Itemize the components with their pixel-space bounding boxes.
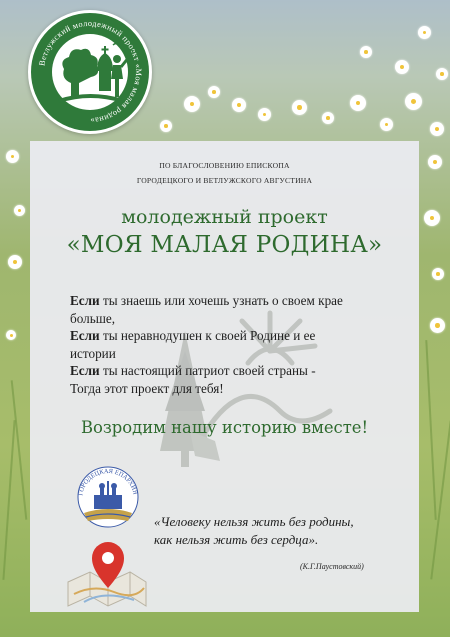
quote-author: (К.Г.Паустовский): [300, 562, 364, 571]
quote: [154, 513, 414, 549]
project-title: «МОЯ МАЛАЯ РОДИНА»: [66, 232, 383, 258]
description-line-4: истории: [70, 345, 116, 361]
eparchy-seal-icon: [72, 459, 144, 531]
quote-line-2: как нельзя жить без сердца».: [154, 532, 319, 547]
description-line-5: Если ты настоящий патриот своей страны -: [70, 363, 316, 378]
description-line-1: Если ты знаешь или хочешь узнать о своем крае: [70, 293, 343, 308]
description-line-3: Если ты неравнодушен к своей Родине и ее: [70, 328, 316, 343]
call-to-action: Возродим нашу историю вместе!: [80, 418, 369, 437]
description-line-6: Тогда этот проект для тебя!: [70, 380, 224, 396]
project-description: [70, 292, 390, 397]
svg-text:Ветлужский молодежный проект «: Ветлужский молодежный проект «Моя малая родина»: [37, 18, 144, 126]
blessing-line-2: ГОРОДЕЦКОГО И ВЕТЛУЖСКОГО АВГУСТИНА: [136, 176, 313, 185]
map-pin-icon: [64, 536, 150, 608]
project-subtitle: молодежный проект: [121, 206, 328, 228]
church-tree-logo-icon: [31, 13, 149, 131]
content-panel: [30, 141, 419, 612]
svg-text:ГОРОДЕЦКАЯ ЕПАРХИЯ: ГОРОДЕЦКАЯ ЕПАРХИЯ: [77, 467, 139, 497]
quote-line-1: «Человеку нельзя жить без родины,: [154, 514, 354, 529]
description-line-2: больше,: [70, 310, 116, 326]
blessing-line-1: ПО БЛАГОСЛОВЕНИЮ ЕПИСКОПА: [159, 161, 290, 170]
project-logo: [28, 10, 152, 134]
